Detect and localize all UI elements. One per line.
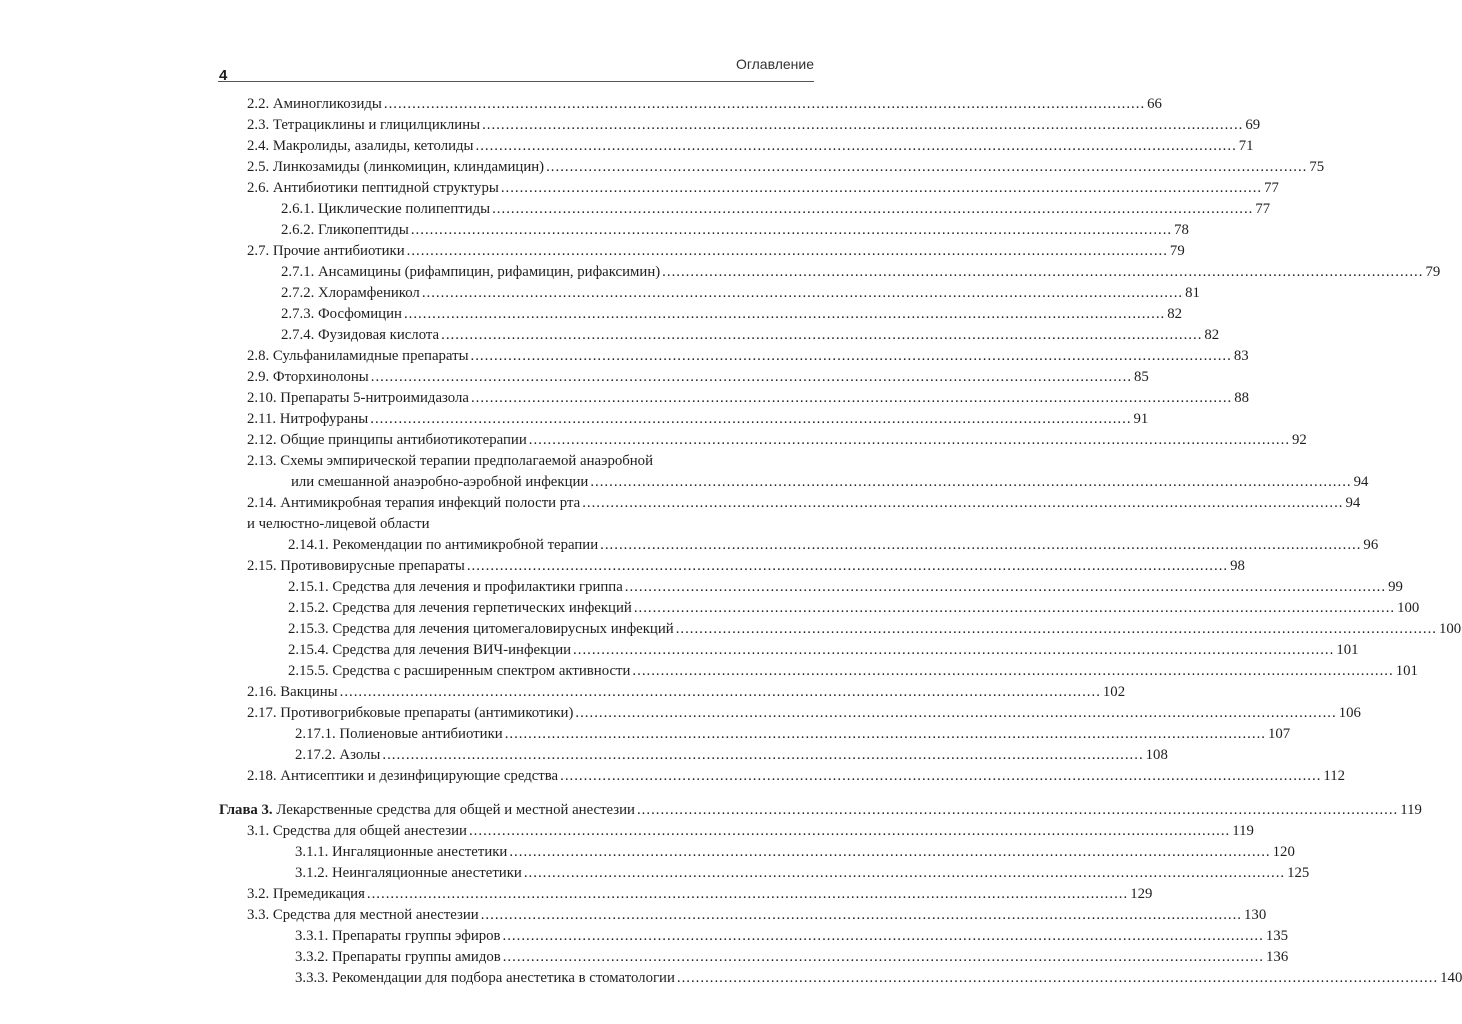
toc-entry-title xyxy=(247,346,469,366)
dot-leader xyxy=(340,682,1101,702)
toc-title-text: 2.3. Тетрациклины и глицилциклины xyxy=(247,117,481,133)
toc-title-text: 2.6. Антибиотики пептидной структуры xyxy=(247,180,499,196)
toc-page-number: 120 xyxy=(1272,844,1295,860)
toc-entry-title xyxy=(281,262,660,282)
toc-entry[interactable] xyxy=(247,905,1267,925)
toc-title-text: 2.7.4. Фузидовая кислота xyxy=(281,327,440,343)
toc-entry-title xyxy=(247,821,467,841)
dot-leader xyxy=(384,94,1145,114)
toc-page-number: 100 xyxy=(1397,600,1420,616)
running-head: Оглавление xyxy=(735,56,814,72)
toc-entry-title xyxy=(288,577,623,597)
toc-entry-title xyxy=(288,535,598,555)
toc-page-number: 71 xyxy=(1238,138,1254,154)
toc-entry[interactable] xyxy=(247,388,1250,408)
toc-entry[interactable] xyxy=(247,451,814,471)
toc-entry-title xyxy=(295,863,522,883)
toc-entry[interactable] xyxy=(281,304,1183,324)
toc-entry[interactable] xyxy=(295,745,1168,765)
dot-leader xyxy=(471,388,1232,408)
toc-entry-title xyxy=(295,745,380,765)
toc-entry-title xyxy=(247,178,499,198)
toc-title-text: 2.6.2. Гликопептиды xyxy=(281,222,409,238)
toc-title-text: 3.2. Премедикация xyxy=(247,886,365,902)
dot-leader xyxy=(632,661,1393,681)
dot-leader xyxy=(469,821,1230,841)
toc-title-text: 2.8. Сульфаниламидные препараты xyxy=(247,348,469,364)
dot-leader xyxy=(404,304,1165,324)
toc-entry[interactable] xyxy=(247,136,1254,156)
toc-page-number: 107 xyxy=(1267,726,1291,742)
toc-page-number: 136 xyxy=(1266,949,1289,965)
toc-page-number: 78 xyxy=(1174,222,1189,238)
toc-entry-title xyxy=(247,514,430,534)
toc-entry[interactable] xyxy=(247,884,1153,904)
dot-leader xyxy=(590,472,1351,492)
toc-title-text: 2.7.1. Ансамицины (рифампицин, рифамицин, рифаксимин) xyxy=(281,264,661,280)
toc-page-number: 119 xyxy=(1232,823,1254,839)
toc-title-text: 2.17.1. Полиеновые антибиотики xyxy=(295,726,503,742)
dot-leader xyxy=(529,430,1290,450)
dot-leader xyxy=(481,905,1242,925)
toc-entry-title xyxy=(295,926,501,946)
toc-page-number: 98 xyxy=(1230,558,1245,574)
toc-entry[interactable] xyxy=(288,619,1462,639)
toc-entry-title xyxy=(247,241,405,261)
toc-entry-title xyxy=(295,842,507,862)
dot-leader xyxy=(482,115,1243,135)
toc-entry-title xyxy=(247,430,527,450)
toc-entry-title xyxy=(247,556,465,576)
toc-entry[interactable] xyxy=(247,409,1149,429)
dot-leader xyxy=(371,367,1132,387)
toc-entry-title xyxy=(247,388,469,408)
toc-entry-title xyxy=(247,115,480,135)
dot-leader xyxy=(582,493,1343,513)
toc-title-text: 2.15. Противовирусные препараты xyxy=(247,558,465,574)
toc-entry[interactable] xyxy=(247,766,1346,786)
toc-title-text: 2.11. Нитрофураны xyxy=(247,411,369,427)
toc-title-text: 2.13. Схемы эмпирической терапии предполагаемой анаэробной xyxy=(247,453,654,469)
toc-entry[interactable] xyxy=(295,842,1295,862)
toc-page-number: 112 xyxy=(1323,768,1346,784)
toc-page-number: 81 xyxy=(1185,285,1200,301)
toc-entry[interactable] xyxy=(281,220,1189,240)
toc-page-number: 100 xyxy=(1438,621,1462,637)
toc-entry[interactable] xyxy=(288,577,1403,597)
dot-leader xyxy=(503,926,1264,946)
dot-leader xyxy=(573,640,1334,660)
dot-leader xyxy=(501,178,1262,198)
toc-entry-title xyxy=(281,304,402,324)
toc-entry[interactable] xyxy=(247,241,1185,261)
dot-leader xyxy=(509,842,1270,862)
dot-leader xyxy=(676,619,1437,639)
toc-title-text: 2.16. Вакцины xyxy=(247,684,338,700)
toc-title-text: 2.15.1. Средства для лечения и профилактики гриппа xyxy=(288,579,623,595)
toc-entry[interactable] xyxy=(291,472,1369,492)
toc-entry[interactable] xyxy=(247,682,1126,702)
toc-page-number: 135 xyxy=(1265,928,1289,944)
toc-page-number: 77 xyxy=(1255,201,1271,217)
toc-page-number: 106 xyxy=(1338,705,1361,721)
toc-page-number: 88 xyxy=(1234,390,1250,406)
dot-leader xyxy=(637,800,1398,820)
toc-page-number: 101 xyxy=(1395,663,1418,679)
toc-page-number: 77 xyxy=(1264,180,1279,196)
toc-entry[interactable] xyxy=(288,535,1379,555)
toc-entry-title xyxy=(288,598,632,618)
toc-entry-title xyxy=(281,283,420,303)
toc-entry[interactable] xyxy=(247,346,1249,366)
toc-entry-title xyxy=(281,220,409,240)
toc-page-number: 130 xyxy=(1244,907,1267,923)
dot-leader xyxy=(677,968,1438,988)
toc-title-text: 2.17. Противогрибковые препараты (антимикотики) xyxy=(247,705,574,721)
toc-entry-title xyxy=(247,409,368,429)
toc-title-text: 2.15.4. Средства для лечения ВИЧ-инфекции xyxy=(288,642,572,658)
toc-page-number: 119 xyxy=(1400,802,1422,818)
toc-entry-title xyxy=(247,766,558,786)
toc-title-text: 2.6.1. Циклические полипептиды xyxy=(281,201,491,217)
dot-leader xyxy=(411,220,1172,240)
toc-entry-title xyxy=(247,682,338,702)
toc-entry-title xyxy=(247,136,474,156)
toc-title-text: 2.2. Аминогликозиды xyxy=(247,96,382,112)
toc-page-number: 75 xyxy=(1309,159,1325,175)
dot-leader xyxy=(524,863,1285,883)
toc-page-number: 108 xyxy=(1145,747,1168,763)
dot-leader xyxy=(505,724,1266,744)
toc-entry[interactable] xyxy=(247,115,1261,135)
toc-title-text: 2.14.1. Рекомендации по антимикробной терапии xyxy=(288,537,599,553)
toc-title-text: 3.1.1. Ингаляционные анестетики xyxy=(295,844,508,860)
toc-page-number: 82 xyxy=(1204,327,1220,343)
toc-entry[interactable] xyxy=(288,598,1420,618)
toc-title-text: и челюстно-лицевой области xyxy=(247,516,430,532)
toc-page-number: 91 xyxy=(1133,411,1149,427)
dot-leader xyxy=(467,556,1228,576)
header-rule xyxy=(218,81,814,82)
toc-title-text: или смешанной анаэробно-аэробной инфекции xyxy=(291,474,589,490)
toc-entry[interactable] xyxy=(281,262,1441,282)
toc-title-text: 2.9. Фторхинолоны xyxy=(247,369,369,385)
toc-entry[interactable] xyxy=(247,821,1254,841)
toc-entry-title xyxy=(291,472,588,492)
toc-entry[interactable] xyxy=(247,514,814,534)
toc-entry[interactable] xyxy=(281,325,1220,345)
toc-page-number: 96 xyxy=(1363,537,1379,553)
toc-entry[interactable] xyxy=(247,430,1307,450)
toc-page-number: 83 xyxy=(1233,348,1249,364)
dot-leader xyxy=(422,283,1183,303)
toc-entry-title xyxy=(281,325,439,345)
toc-entry[interactable] xyxy=(247,157,1325,177)
toc-title-text: 2.14. Антимикробная терапия инфекций полости рта xyxy=(247,495,581,511)
toc-title-text: 3.1. Средства для общей анестезии xyxy=(247,823,467,839)
toc-title-text: 2.17.2. Азолы xyxy=(295,747,381,763)
toc-title-text: 2.15.2. Средства для лечения герпетических инфекций xyxy=(288,600,632,616)
toc-title-text: 2.7.2. Хлорамфеникол xyxy=(281,285,420,301)
toc-entry[interactable] xyxy=(247,178,1279,198)
toc-title-text: 2.12. Общие принципы антибиотикотерапии xyxy=(247,432,527,448)
toc-title-text: 2.7. Прочие антибиотики xyxy=(247,243,405,259)
toc-entry-title xyxy=(247,493,580,513)
toc-entry-title xyxy=(295,968,675,988)
toc-entry[interactable] xyxy=(281,283,1200,303)
dot-leader xyxy=(471,346,1232,366)
dot-leader xyxy=(492,199,1253,219)
chapter-label: Глава 3. xyxy=(219,802,273,818)
toc-entry[interactable] xyxy=(247,367,1149,387)
toc-page-number: 82 xyxy=(1167,306,1183,322)
toc-entry-title xyxy=(281,199,490,219)
dot-leader xyxy=(407,241,1168,261)
toc-entry[interactable] xyxy=(247,493,1361,513)
toc-entry[interactable] xyxy=(219,800,1422,820)
dot-leader xyxy=(367,884,1128,904)
toc-entry-title xyxy=(247,905,479,925)
toc-page-number: 79 xyxy=(1169,243,1185,259)
toc-entry[interactable] xyxy=(295,968,1462,988)
toc-entry[interactable] xyxy=(295,724,1291,744)
toc-entry-title xyxy=(247,451,653,471)
toc-title-text: 2.7.3. Фосфомицин xyxy=(281,306,402,322)
dot-leader xyxy=(560,766,1321,786)
toc-entry[interactable] xyxy=(295,926,1289,946)
toc-entry-title xyxy=(295,724,503,744)
dot-leader xyxy=(503,947,1264,967)
toc-entry[interactable] xyxy=(295,863,1310,883)
dot-leader xyxy=(600,535,1361,555)
toc-page-number: 129 xyxy=(1130,886,1153,902)
toc-title-text: 3.3.1. Препараты группы эфиров xyxy=(295,928,501,944)
toc-page-number: 125 xyxy=(1287,865,1310,881)
toc-page-number: 69 xyxy=(1245,117,1261,133)
dot-leader xyxy=(625,577,1386,597)
dot-leader xyxy=(441,325,1202,345)
toc-title-text: 2.4. Макролиды, азалиды, кетолиды xyxy=(247,138,474,154)
toc-title-text: 3.3.3. Рекомендации для подбора анестетика в стоматологии xyxy=(295,970,675,986)
toc-title-text: 3.3.2. Препараты группы амидов xyxy=(295,949,501,965)
dot-leader xyxy=(634,598,1395,618)
toc-page-number: 94 xyxy=(1345,495,1361,511)
toc-title-text: 2.15.3. Средства для лечения цитомегаловирусных инфекций xyxy=(288,621,674,637)
toc-title-text: 2.10. Препараты 5-нитроимидазола xyxy=(247,390,469,406)
toc-entry-title xyxy=(247,94,382,114)
toc-page-number: 94 xyxy=(1353,474,1369,490)
toc-title-text: 2.5. Линкозамиды (линкомицин, клиндамицин) xyxy=(247,159,545,175)
toc-entry[interactable] xyxy=(288,661,1418,681)
toc-title-text: 3.1.2. Неингаляционные анестетики xyxy=(295,865,522,881)
toc-entry-title xyxy=(288,640,571,660)
toc-entry-title xyxy=(247,884,365,904)
toc-entry-title xyxy=(288,661,630,681)
toc-entry-title xyxy=(247,157,544,177)
toc-title-text: 2.15.5. Средства с расширенным спектром активности xyxy=(288,663,631,679)
dot-leader xyxy=(476,136,1237,156)
toc-title-text: 2.18. Антисептики и дезинфицирующие средства xyxy=(247,768,559,784)
toc-entry[interactable] xyxy=(247,556,1245,576)
dot-leader xyxy=(370,409,1131,429)
toc-page-number: 102 xyxy=(1102,684,1126,700)
dot-leader xyxy=(546,157,1307,177)
toc-entry[interactable] xyxy=(247,94,1162,114)
toc-page-number: 101 xyxy=(1336,642,1359,658)
toc-page-number: 79 xyxy=(1425,264,1441,280)
toc-entry-title xyxy=(247,703,573,723)
toc-entry[interactable] xyxy=(247,703,1361,723)
toc-page-number: 140 xyxy=(1440,970,1462,986)
toc-page-number: 92 xyxy=(1292,432,1307,448)
toc-entry[interactable] xyxy=(281,199,1271,219)
toc-entry-title xyxy=(295,947,501,967)
toc-entry-title xyxy=(219,800,635,820)
toc-title-text: Лекарственные средства для общей и местной анестезии xyxy=(272,802,635,818)
toc-entry[interactable] xyxy=(288,640,1359,660)
dot-leader xyxy=(662,262,1423,282)
toc-page-number: 85 xyxy=(1134,369,1149,385)
toc-entry-title xyxy=(288,619,674,639)
toc-entry[interactable] xyxy=(295,947,1289,967)
toc-entry-title xyxy=(247,367,369,387)
page-number: 4 xyxy=(219,67,228,84)
dot-leader xyxy=(382,745,1143,765)
dot-leader xyxy=(575,703,1336,723)
toc-title-text: 3.3. Средства для местной анестезии xyxy=(247,907,479,923)
toc-page-number: 99 xyxy=(1388,579,1403,595)
toc-page-number: 66 xyxy=(1147,96,1162,112)
